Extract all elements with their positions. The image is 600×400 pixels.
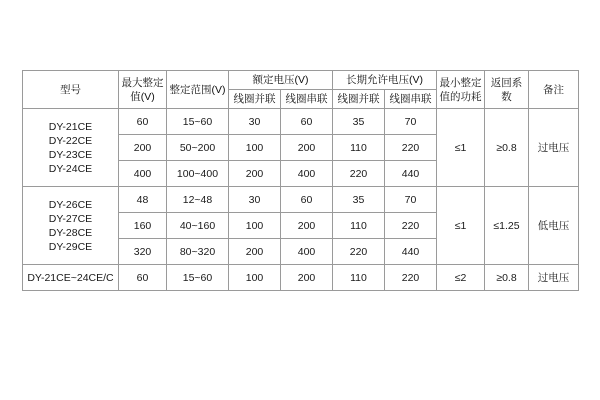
cell-rated-parallel: 100	[229, 135, 281, 161]
cell-rated-series: 400	[281, 239, 333, 265]
cell-return-coefficient-group-1: ≥0.8	[485, 109, 529, 187]
cell-allowed-series: 440	[385, 239, 437, 265]
cell-max-setting: 400	[119, 161, 167, 187]
cell-return-coefficient-group-2: ≤1.25	[485, 187, 529, 265]
cell-allowed-series: 220	[385, 265, 437, 291]
header-min-power: 最小整定值的功耗	[437, 71, 485, 109]
cell-allowed-series: 220	[385, 135, 437, 161]
model-name: DY-27CE	[48, 212, 93, 225]
header-return-coefficient: 返回系数	[485, 71, 529, 109]
cell-setting-range: 15~60	[167, 265, 229, 291]
cell-setting-range: 80~320	[167, 239, 229, 265]
cell-allowed-series: 70	[385, 187, 437, 213]
cell-rated-parallel: 100	[229, 265, 281, 291]
header-max-setting: 最大整定值(V)	[119, 71, 167, 109]
table-body	[23, 109, 579, 291]
table-row	[23, 109, 579, 135]
header-model: 型号	[23, 71, 119, 109]
cell-rated-parallel: 30	[229, 109, 281, 135]
table-header	[23, 71, 579, 109]
cell-min-power-last: ≤2	[437, 265, 485, 291]
cell-rated-series: 200	[281, 213, 333, 239]
table-row	[23, 187, 579, 213]
cell-allowed-parallel: 35	[333, 109, 385, 135]
cell-model-last: DY-21CE~24CE/C	[23, 265, 119, 291]
cell-allowed-parallel: 110	[333, 213, 385, 239]
cell-remark-group-2: 低电压	[529, 187, 579, 265]
cell-allowed-parallel: 110	[333, 265, 385, 291]
cell-rated-series: 60	[281, 109, 333, 135]
model-list-group-1	[23, 109, 119, 187]
cell-max-setting: 160	[119, 213, 167, 239]
cell-setting-range: 40~160	[167, 213, 229, 239]
cell-rated-parallel: 100	[229, 213, 281, 239]
cell-setting-range: 50~200	[167, 135, 229, 161]
header-allowed-coil-parallel: 线圈并联	[333, 90, 385, 109]
model-name: DY-24CE	[48, 163, 93, 176]
cell-rated-series: 400	[281, 161, 333, 187]
cell-rated-parallel: 200	[229, 161, 281, 187]
model-name: DY-23CE	[48, 148, 93, 161]
cell-allowed-series: 440	[385, 161, 437, 187]
cell-rated-series: 60	[281, 187, 333, 213]
cell-max-setting: 60	[119, 265, 167, 291]
model-name: DY-28CE	[48, 226, 93, 239]
header-rated-coil-parallel: 线圈并联	[229, 90, 281, 109]
cell-setting-range: 100~400	[167, 161, 229, 187]
header-setting-range: 整定范围(V)	[167, 71, 229, 109]
cell-max-setting: 320	[119, 239, 167, 265]
cell-rated-parallel: 200	[229, 239, 281, 265]
cell-remark-last: 过电压	[529, 265, 579, 291]
model-name: DY-29CE	[48, 241, 93, 254]
header-long-term-allowed: 长期允许电压(V)	[333, 71, 437, 90]
cell-allowed-parallel: 35	[333, 187, 385, 213]
header-rated-coil-series: 线圈串联	[281, 90, 333, 109]
header-allowed-coil-series: 线圈串联	[385, 90, 437, 109]
header-rated-voltage: 额定电压(V)	[229, 71, 333, 90]
cell-rated-series: 200	[281, 265, 333, 291]
cell-max-setting: 48	[119, 187, 167, 213]
model-name: DY-26CE	[48, 198, 93, 211]
cell-return-coefficient-last: ≥0.8	[485, 265, 529, 291]
cell-remark-group-1: 过电压	[529, 109, 579, 187]
cell-setting-range: 12~48	[167, 187, 229, 213]
cell-min-power-group-1: ≤1	[437, 109, 485, 187]
cell-allowed-series: 220	[385, 213, 437, 239]
cell-setting-range: 15~60	[167, 109, 229, 135]
cell-max-setting: 200	[119, 135, 167, 161]
header-remark: 备注	[529, 71, 579, 109]
cell-allowed-series: 70	[385, 109, 437, 135]
specification-table	[22, 70, 579, 291]
cell-allowed-parallel: 220	[333, 239, 385, 265]
model-list-group-2	[23, 187, 119, 265]
cell-min-power-group-2: ≤1	[437, 187, 485, 265]
cell-rated-series: 200	[281, 135, 333, 161]
cell-allowed-parallel: 110	[333, 135, 385, 161]
model-name: DY-22CE	[48, 134, 93, 147]
cell-rated-parallel: 30	[229, 187, 281, 213]
table-row	[23, 265, 579, 291]
header-row-1	[23, 71, 579, 90]
model-name: DY-21CE	[48, 120, 93, 133]
cell-allowed-parallel: 220	[333, 161, 385, 187]
cell-max-setting: 60	[119, 109, 167, 135]
